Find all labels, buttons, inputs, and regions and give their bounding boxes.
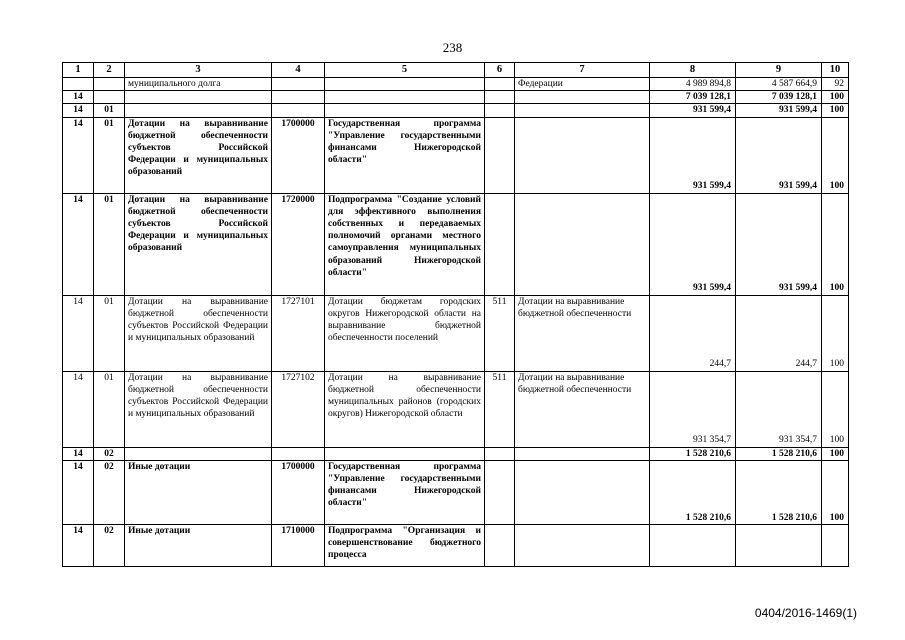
expense-type-name-cell (515, 193, 650, 295)
expense-type-name-cell: Дотации на выравнивание бюджетной обеспеченности (515, 371, 650, 447)
executed-amount-cell: 931 599,4 (736, 104, 822, 117)
section-name-cell: муниципального долга (125, 78, 272, 91)
table-row (63, 371, 849, 447)
table-row (63, 524, 849, 566)
expense-type-code-cell (485, 91, 515, 104)
percent-cell: 100 (822, 117, 849, 193)
section-name-cell: Дотации на выравнивание бюджетной обеспеченности субъектов Российской Федерации и муниципальных образований (125, 371, 272, 447)
executed-amount-cell: 931 599,4 (736, 117, 822, 193)
target-name-cell (325, 78, 485, 91)
target-name-cell: Государственная программа "Управление государственными финансами Нижегородской области" (325, 117, 485, 193)
percent-cell: 100 (822, 104, 849, 117)
target-code-cell (272, 447, 325, 460)
table-row (63, 447, 849, 460)
target-code-cell: 1720000 (272, 193, 325, 295)
subsection-cell: 02 (94, 524, 125, 566)
subsection-cell: 01 (94, 371, 125, 447)
section-name-cell: Дотации на выравнивание бюджетной обеспеченности субъектов Российской Федерации и муниципальных образований (125, 193, 272, 295)
expense-type-name-cell (515, 460, 650, 524)
executed-amount-cell (736, 524, 822, 566)
target-name-cell: Государственная программа "Управление государственными финансами Нижегородской области" (325, 460, 485, 524)
executed-amount-cell: 931 599,4 (736, 193, 822, 295)
target-code-cell (272, 104, 325, 117)
section-name-cell: Иные дотации (125, 524, 272, 566)
approved-amount-cell: 931 354,7 (650, 371, 736, 447)
target-name-cell: Подпрограмма "Создание условий для эффективного выполнения собственных и передаваемых полномочий органами местного самоуправления муниципальных образований Нижегородской области" (325, 193, 485, 295)
expense-type-name-cell (515, 104, 650, 117)
target-code-cell (272, 78, 325, 91)
percent-cell: 100 (822, 371, 849, 447)
expense-type-code-cell: 511 (485, 295, 515, 371)
approved-amount-cell: 931 599,4 (650, 193, 736, 295)
header-cell: 1 (63, 63, 94, 78)
expense-type-name-cell (515, 117, 650, 193)
header-cell: 6 (485, 63, 515, 78)
table-row (63, 104, 849, 117)
percent-cell: 100 (822, 91, 849, 104)
table-row (63, 193, 849, 295)
header-cell: 5 (325, 63, 485, 78)
section-cell: 14 (63, 193, 94, 295)
expense-type-code-cell (485, 78, 515, 91)
subsection-cell: 01 (94, 295, 125, 371)
target-code-cell (272, 91, 325, 104)
budget-table (62, 62, 849, 567)
target-name-cell: Подпрограмма "Организация и совершенствование бюджетного процесса (325, 524, 485, 566)
approved-amount-cell: 931 599,4 (650, 104, 736, 117)
section-cell: 14 (63, 117, 94, 193)
expense-type-name-cell (515, 447, 650, 460)
percent-cell: 100 (822, 295, 849, 371)
section-name-cell: Иные дотации (125, 460, 272, 524)
table-row (63, 78, 849, 91)
percent-cell: 92 (822, 78, 849, 91)
page-number: 238 (442, 40, 463, 55)
approved-amount-cell: 7 039 128,1 (650, 91, 736, 104)
table-row (63, 91, 849, 104)
approved-amount-cell: 931 599,4 (650, 117, 736, 193)
expense-type-code-cell (485, 117, 515, 193)
section-name-cell (125, 91, 272, 104)
percent-cell (822, 524, 849, 566)
target-code-cell: 1710000 (272, 524, 325, 566)
header-row (63, 63, 849, 78)
expense-type-name-cell: Федерации (515, 78, 650, 91)
target-name-cell: Дотации бюджетам городских округов Нижегородской области на выравнивание бюджетной обеспеченности поселений (325, 295, 485, 371)
executed-amount-cell: 4 587 664,9 (736, 78, 822, 91)
expense-type-code-cell (485, 447, 515, 460)
executed-amount-cell: 1 528 210,6 (736, 447, 822, 460)
approved-amount-cell (650, 524, 736, 566)
header-cell: 10 (822, 63, 849, 78)
section-name-cell: Дотации на выравнивание бюджетной обеспеченности субъектов Российской Федерации и муниципальных образований (125, 295, 272, 371)
target-name-cell (325, 104, 485, 117)
section-cell: 14 (63, 104, 94, 117)
target-name-cell (325, 447, 485, 460)
section-cell: 14 (63, 460, 94, 524)
expense-type-code-cell (485, 460, 515, 524)
section-cell: 14 (63, 371, 94, 447)
target-code-cell: 1700000 (272, 117, 325, 193)
expense-type-name-cell (515, 91, 650, 104)
section-cell: 14 (63, 524, 94, 566)
executed-amount-cell: 931 354,7 (736, 371, 822, 447)
target-code-cell: 1727102 (272, 371, 325, 447)
expense-type-code-cell (485, 524, 515, 566)
section-cell: 14 (63, 295, 94, 371)
executed-amount-cell: 7 039 128,1 (736, 91, 822, 104)
expense-type-code-cell (485, 104, 515, 117)
subsection-cell: 02 (94, 447, 125, 460)
target-name-cell (325, 91, 485, 104)
header-cell: 2 (94, 63, 125, 78)
target-code-cell: 1700000 (272, 460, 325, 524)
expense-type-code-cell: 511 (485, 371, 515, 447)
target-name-cell: Дотации на выравнивание бюджетной обеспеченности муниципальных районов (городских округов) Нижегородской области (325, 371, 485, 447)
approved-amount-cell: 1 528 210,6 (650, 460, 736, 524)
percent-cell: 100 (822, 447, 849, 460)
subsection-cell: 01 (94, 193, 125, 295)
approved-amount-cell: 244,7 (650, 295, 736, 371)
table-row (63, 117, 849, 193)
table-row (63, 460, 849, 524)
header-cell: 4 (272, 63, 325, 78)
section-cell: 14 (63, 447, 94, 460)
expense-type-name-cell (515, 524, 650, 566)
document-code: 0404/2016-1469(1) (754, 606, 857, 620)
subsection-cell: 01 (94, 117, 125, 193)
percent-cell: 100 (822, 193, 849, 295)
section-name-cell: Дотации на выравнивание бюджетной обеспеченности субъектов Российской Федерации и муниципальных образований (125, 117, 272, 193)
header-cell: 9 (736, 63, 822, 78)
expense-type-name-cell: Дотации на выравнивание бюджетной обеспеченности (515, 295, 650, 371)
header-cell: 8 (650, 63, 736, 78)
executed-amount-cell: 1 528 210,6 (736, 460, 822, 524)
subsection-cell (94, 78, 125, 91)
approved-amount-cell: 1 528 210,6 (650, 447, 736, 460)
percent-cell: 100 (822, 460, 849, 524)
header-cell: 3 (125, 63, 272, 78)
approved-amount-cell: 4 989 894,8 (650, 78, 736, 91)
expense-type-code-cell (485, 193, 515, 295)
subsection-cell (94, 91, 125, 104)
section-cell: 14 (63, 91, 94, 104)
subsection-cell: 02 (94, 460, 125, 524)
table-row (63, 295, 849, 371)
section-name-cell (125, 447, 272, 460)
section-name-cell (125, 104, 272, 117)
target-code-cell: 1727101 (272, 295, 325, 371)
section-cell (63, 78, 94, 91)
header-cell: 7 (515, 63, 650, 78)
executed-amount-cell: 244,7 (736, 295, 822, 371)
subsection-cell: 01 (94, 104, 125, 117)
